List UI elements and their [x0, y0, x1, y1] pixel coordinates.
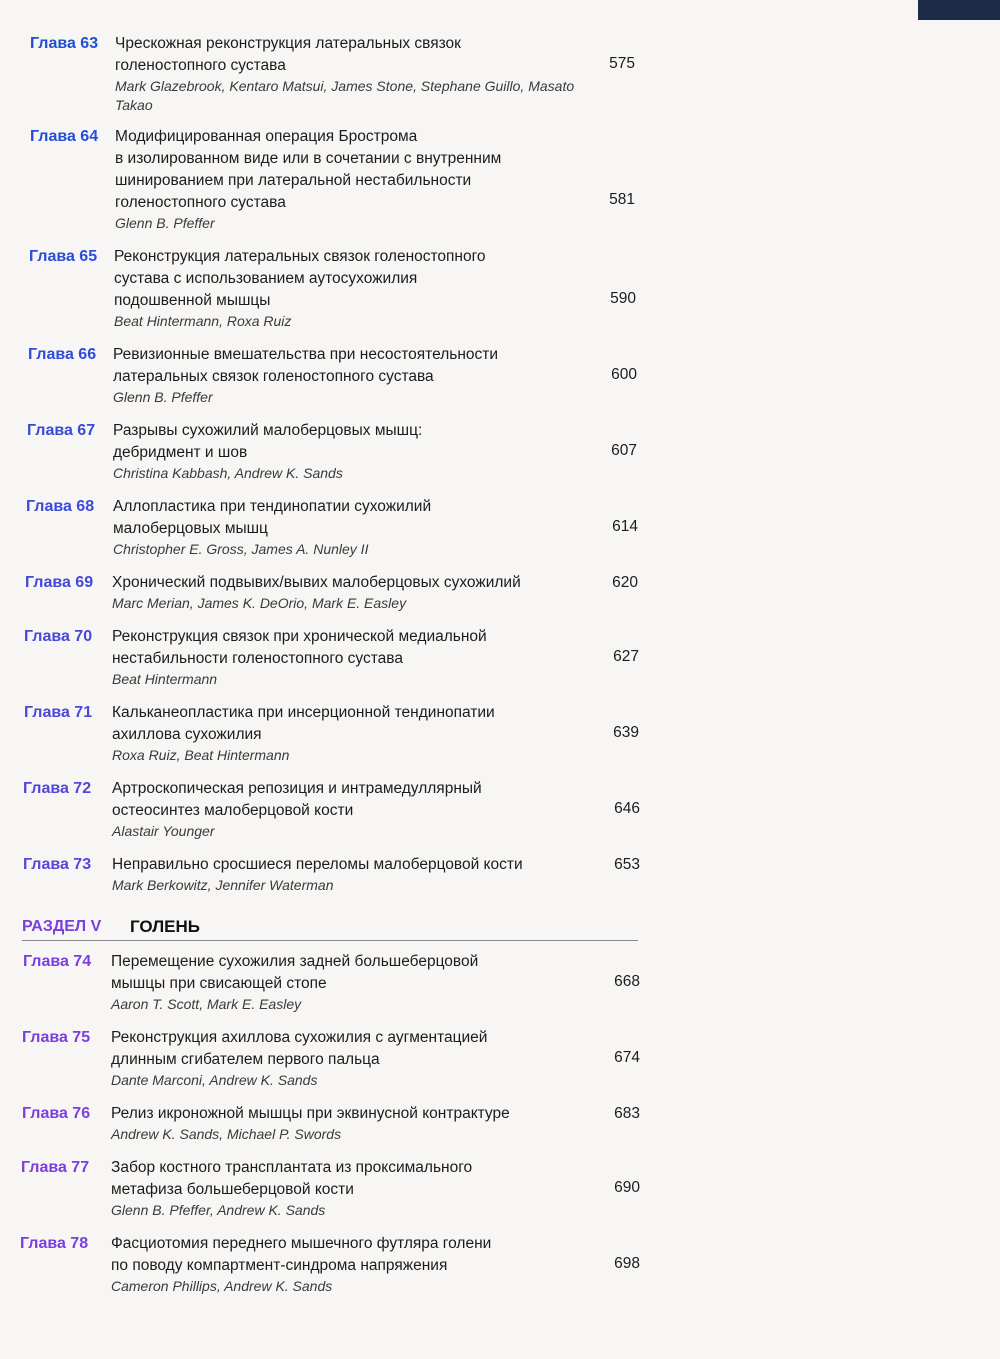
chapter-authors: Christina Kabbash, Andrew K. Sands: [113, 465, 343, 481]
chapter-title: [111, 1027, 591, 1090]
chapter-authors: Dante Marconi, Andrew K. Sands: [111, 1072, 318, 1088]
section-header: [22, 916, 638, 941]
section-label: РАЗДЕЛ V: [22, 918, 102, 935]
page-number: 614: [612, 518, 638, 535]
page-number: 600: [611, 366, 637, 383]
chapter-title: [111, 1157, 591, 1220]
page-number: 674: [614, 1049, 640, 1066]
chapter-authors: Mark Glazebrook, Kentaro Matsui, James Stone, Stephane Guillo, Masato Takao: [115, 78, 575, 113]
chapter-authors: Glenn B. Pfeffer: [113, 389, 213, 405]
chapter-authors: Beat Hintermann, Roxa Ruiz: [114, 313, 292, 329]
chapter-title: [115, 126, 595, 233]
chapter-title: [114, 246, 594, 331]
corner-color-mark: [918, 0, 1000, 20]
chapter-title-text: Перемещение сухожилия задней большеберцовой мышцы при свисающей стопе: [111, 953, 479, 992]
chapter-title-text: Модифицированная операция Бростромa в изолированном виде или в сочетании с внутренним шинированием при латеральной нестабильности голеностопного сустава: [115, 128, 502, 211]
chapter-title: [112, 626, 592, 689]
chapter-title: [112, 778, 592, 841]
section-name: ГОЛЕНЬ: [130, 917, 200, 936]
chapter-title: [111, 1103, 591, 1144]
chapter-title-text: Фасциотомия переднего мышечного футляра голени по поводу компартмент-синдрома напряжения: [111, 1235, 492, 1274]
page-number: 653: [614, 856, 640, 873]
chapter-label: Глава 71: [24, 704, 93, 721]
chapter-label: Глава 66: [28, 346, 97, 363]
chapter-label: Глава 73: [23, 856, 92, 873]
page-number: 646: [614, 800, 640, 817]
chapter-label: Глава 77: [21, 1159, 90, 1176]
chapter-label: Глава 72: [23, 780, 92, 797]
chapter-title: [111, 951, 591, 1014]
page-number: 698: [614, 1255, 640, 1272]
chapter-authors: Glenn B. Pfeffer, Andrew K. Sands: [111, 1202, 326, 1218]
page-number: 668: [614, 973, 640, 990]
page-number: 683: [614, 1105, 640, 1122]
chapter-title-text: Ревизионные вмешательства при несостоятельности латеральных связок голеностопного сустава: [113, 346, 499, 385]
chapter-title-text: Чрескожная реконструкция латеральных связок голеностопного сустава: [115, 35, 461, 74]
chapter-authors: Marc Merian, James K. DeOrio, Mark E. Easley: [112, 595, 407, 611]
page-number: 639: [613, 724, 639, 741]
chapter-label: Глава 75: [22, 1029, 91, 1046]
chapter-title: [113, 496, 593, 559]
page-number: 590: [610, 290, 636, 307]
chapter-label: Глава 63: [30, 35, 99, 52]
chapter-label: Глава 69: [25, 574, 94, 591]
chapter-title-text: Реконструкция связок при хронической медиальной нестабильности голеностопного сустава: [112, 628, 487, 667]
chapter-title: [112, 572, 592, 613]
chapter-title: [115, 33, 595, 115]
page-number: 575: [609, 55, 635, 72]
chapter-label: Глава 68: [26, 498, 95, 515]
chapter-title: [113, 344, 593, 407]
chapter-label: Глава 70: [24, 628, 93, 645]
chapter-title-text: Забор костного трансплантата из проксимального метафиза большеберцовой кости: [111, 1159, 473, 1198]
chapter-title-text: Реконструкция ахиллова сухожилия с аугментацией длинным сгибателем первого пальца: [111, 1029, 488, 1068]
chapter-title: [112, 702, 592, 765]
chapter-authors: Mark Berkowitz, Jennifer Waterman: [112, 877, 334, 893]
chapter-title-text: Релиз икроножной мышцы при эквинусной контрактуре: [111, 1105, 510, 1122]
page-number: 581: [609, 191, 635, 208]
page-number: 607: [611, 442, 637, 459]
chapter-title: [112, 854, 592, 895]
chapter-authors: Roxa Ruiz, Beat Hintermann: [112, 747, 290, 763]
chapter-authors: Cameron Phillips, Andrew K. Sands: [111, 1278, 333, 1294]
chapter-title: [111, 1233, 591, 1296]
page-number: 690: [614, 1179, 640, 1196]
chapter-label: Глава 78: [20, 1235, 89, 1252]
chapter-title-text: Разрывы сухожилий малоберцовых мышц: дебридмент и шов: [113, 422, 423, 461]
chapter-authors: Alastair Younger: [112, 823, 215, 839]
chapter-label: Глава 67: [27, 422, 96, 439]
page-number: 627: [613, 648, 639, 665]
chapter-title-text: Хронический подвывих/вывих малоберцовых сухожилий: [112, 574, 521, 591]
chapter-title-text: Реконструкция латеральных связок голеностопного сустава с использованием аутосухожилия подошвенной мышцы: [114, 248, 486, 309]
chapter-label: Глава 65: [29, 248, 98, 265]
chapter-label: Глава 74: [23, 953, 92, 970]
chapter-title-text: Калькaнеопластика при инсерционной тендинопатии ахиллова сухожилия: [112, 704, 495, 743]
chapter-title-text: Аллопластика при тендинопатии сухожилий малоберцовых мышц: [113, 498, 432, 537]
chapter-title: [113, 420, 593, 483]
chapter-label: Глава 64: [30, 128, 99, 145]
chapter-authors: Aaron T. Scott, Mark E. Easley: [111, 996, 302, 1012]
chapter-title-text: Неправильно сросшиеся переломы малоберцовой кости: [112, 856, 523, 873]
chapter-authors: Christopher E. Gross, James A. Nunley II: [113, 541, 369, 557]
page-number: 620: [612, 574, 638, 591]
chapter-authors: Glenn B. Pfeffer: [115, 215, 215, 231]
chapter-authors: Beat Hintermann: [112, 671, 218, 687]
chapter-authors: Andrew K. Sands, Michael P. Swords: [111, 1126, 342, 1142]
chapter-title-text: Артроскопическая репозиция и интрамедуллярный остеосинтез малоберцовой кости: [112, 780, 482, 819]
chapter-label: Глава 76: [22, 1105, 91, 1122]
